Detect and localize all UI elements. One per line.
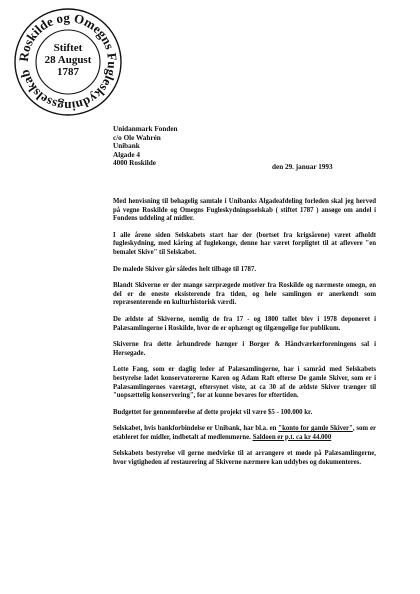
- letter-body: [113, 198, 376, 476]
- text-run: Selskabet, hvis bankforbindelse er Unibank, har bl.a. en: [113, 425, 279, 433]
- recipient-address: [113, 125, 178, 168]
- text-run: , som er etableret for midler, indbetalt af medlemmerne.: [113, 425, 376, 441]
- paragraph: Lotte Fang, som er daglig leder af Palæsamlingerne, har i samråd med Selskabets bestyrelse ladet konservatorerne Karen og Adam Raft efterse De gamle Skiver, som er i Palæsamlingernes varetægt, eftersynet viste, at ca 30 af de ældste Skiver trænger til "uopsættelig konservering", for at kunne bevares for eftertiden.: [113, 366, 376, 400]
- seal-founded-date: 28 August: [44, 54, 92, 66]
- letter-date: den 29. januar 1993: [272, 163, 333, 171]
- seal-founded-label: Stiftet: [53, 42, 83, 54]
- address-line: Unibank: [113, 142, 140, 151]
- seal-ring-text: Roskilde og Omegns Fugleskydningsselskab: [15, 9, 121, 115]
- society-seal: [12, 6, 124, 118]
- paragraph: I alle årene siden Selskabets start har der (bortset fra krigsårene) været afholdt fugleskydning, med kåring af fuglekonge, denne har været forpligtet til at aflevere "en bemalet Skive" til Selskabet.: [113, 231, 376, 256]
- paragraph: Skiverne fra dette århundrede hænger i Borger & Håndværkerforeningens sal i Hersegade.: [113, 341, 376, 357]
- paragraph: Budgettet for gennemførelse af dette projekt vil være $5 - 100.000 kr.: [113, 408, 313, 416]
- paragraph: Med henvisning til behagelig samtale i Unibanks Algadeafdeling forleden skal jeg herved på vegne Roskilde og Omegns Fugleskydningsselskab ( stiftet 1787 ) ansøge om andel i Fondens uddeling af midler.: [113, 198, 376, 223]
- address-line: c/o Ole Wahrén: [113, 133, 161, 142]
- paragraph: Blandt Skiverne er der mange særprægede motiver fra Roskilde og nærmeste omegn, en del er de eneste eksisterende fra tiden, og hele samlingen er anerkendt som repræsenterende en kulturhistorisk værdi.: [113, 282, 376, 307]
- address-line: 4000 Roskilde: [113, 159, 156, 168]
- address-line: Algade 4: [113, 150, 140, 159]
- paragraph: De ældste af Skiverne, nemlig de fra 17 - og 1800 tallet blev i 1978 deponeret i Palæsamlingerne i Roskilde, hvor de er ophængt og tilgængelige for publikum.: [113, 315, 376, 332]
- paragraph: De malede Skiver går således helt tilbage til 1787.: [113, 265, 257, 273]
- seal-founded-year: 1787: [57, 66, 79, 78]
- address-line: Unidanmark Fonden: [113, 125, 178, 133]
- account-name-underlined: "konto for gamle Skiver": [278, 425, 353, 433]
- paragraph: Selskabets bestyrelse vil gerne medvirke til at arrangere et møde på Palæsamlingerne, hvor vigtigheden af restaurering af Skiverne nærmere kan uddybes og dokumenteres.: [113, 450, 376, 467]
- seal-center-text: [42, 42, 94, 78]
- paragraph: [113, 425, 376, 442]
- balance-underlined: Saldoen er p.t. ca kr 44.000: [252, 433, 332, 441]
